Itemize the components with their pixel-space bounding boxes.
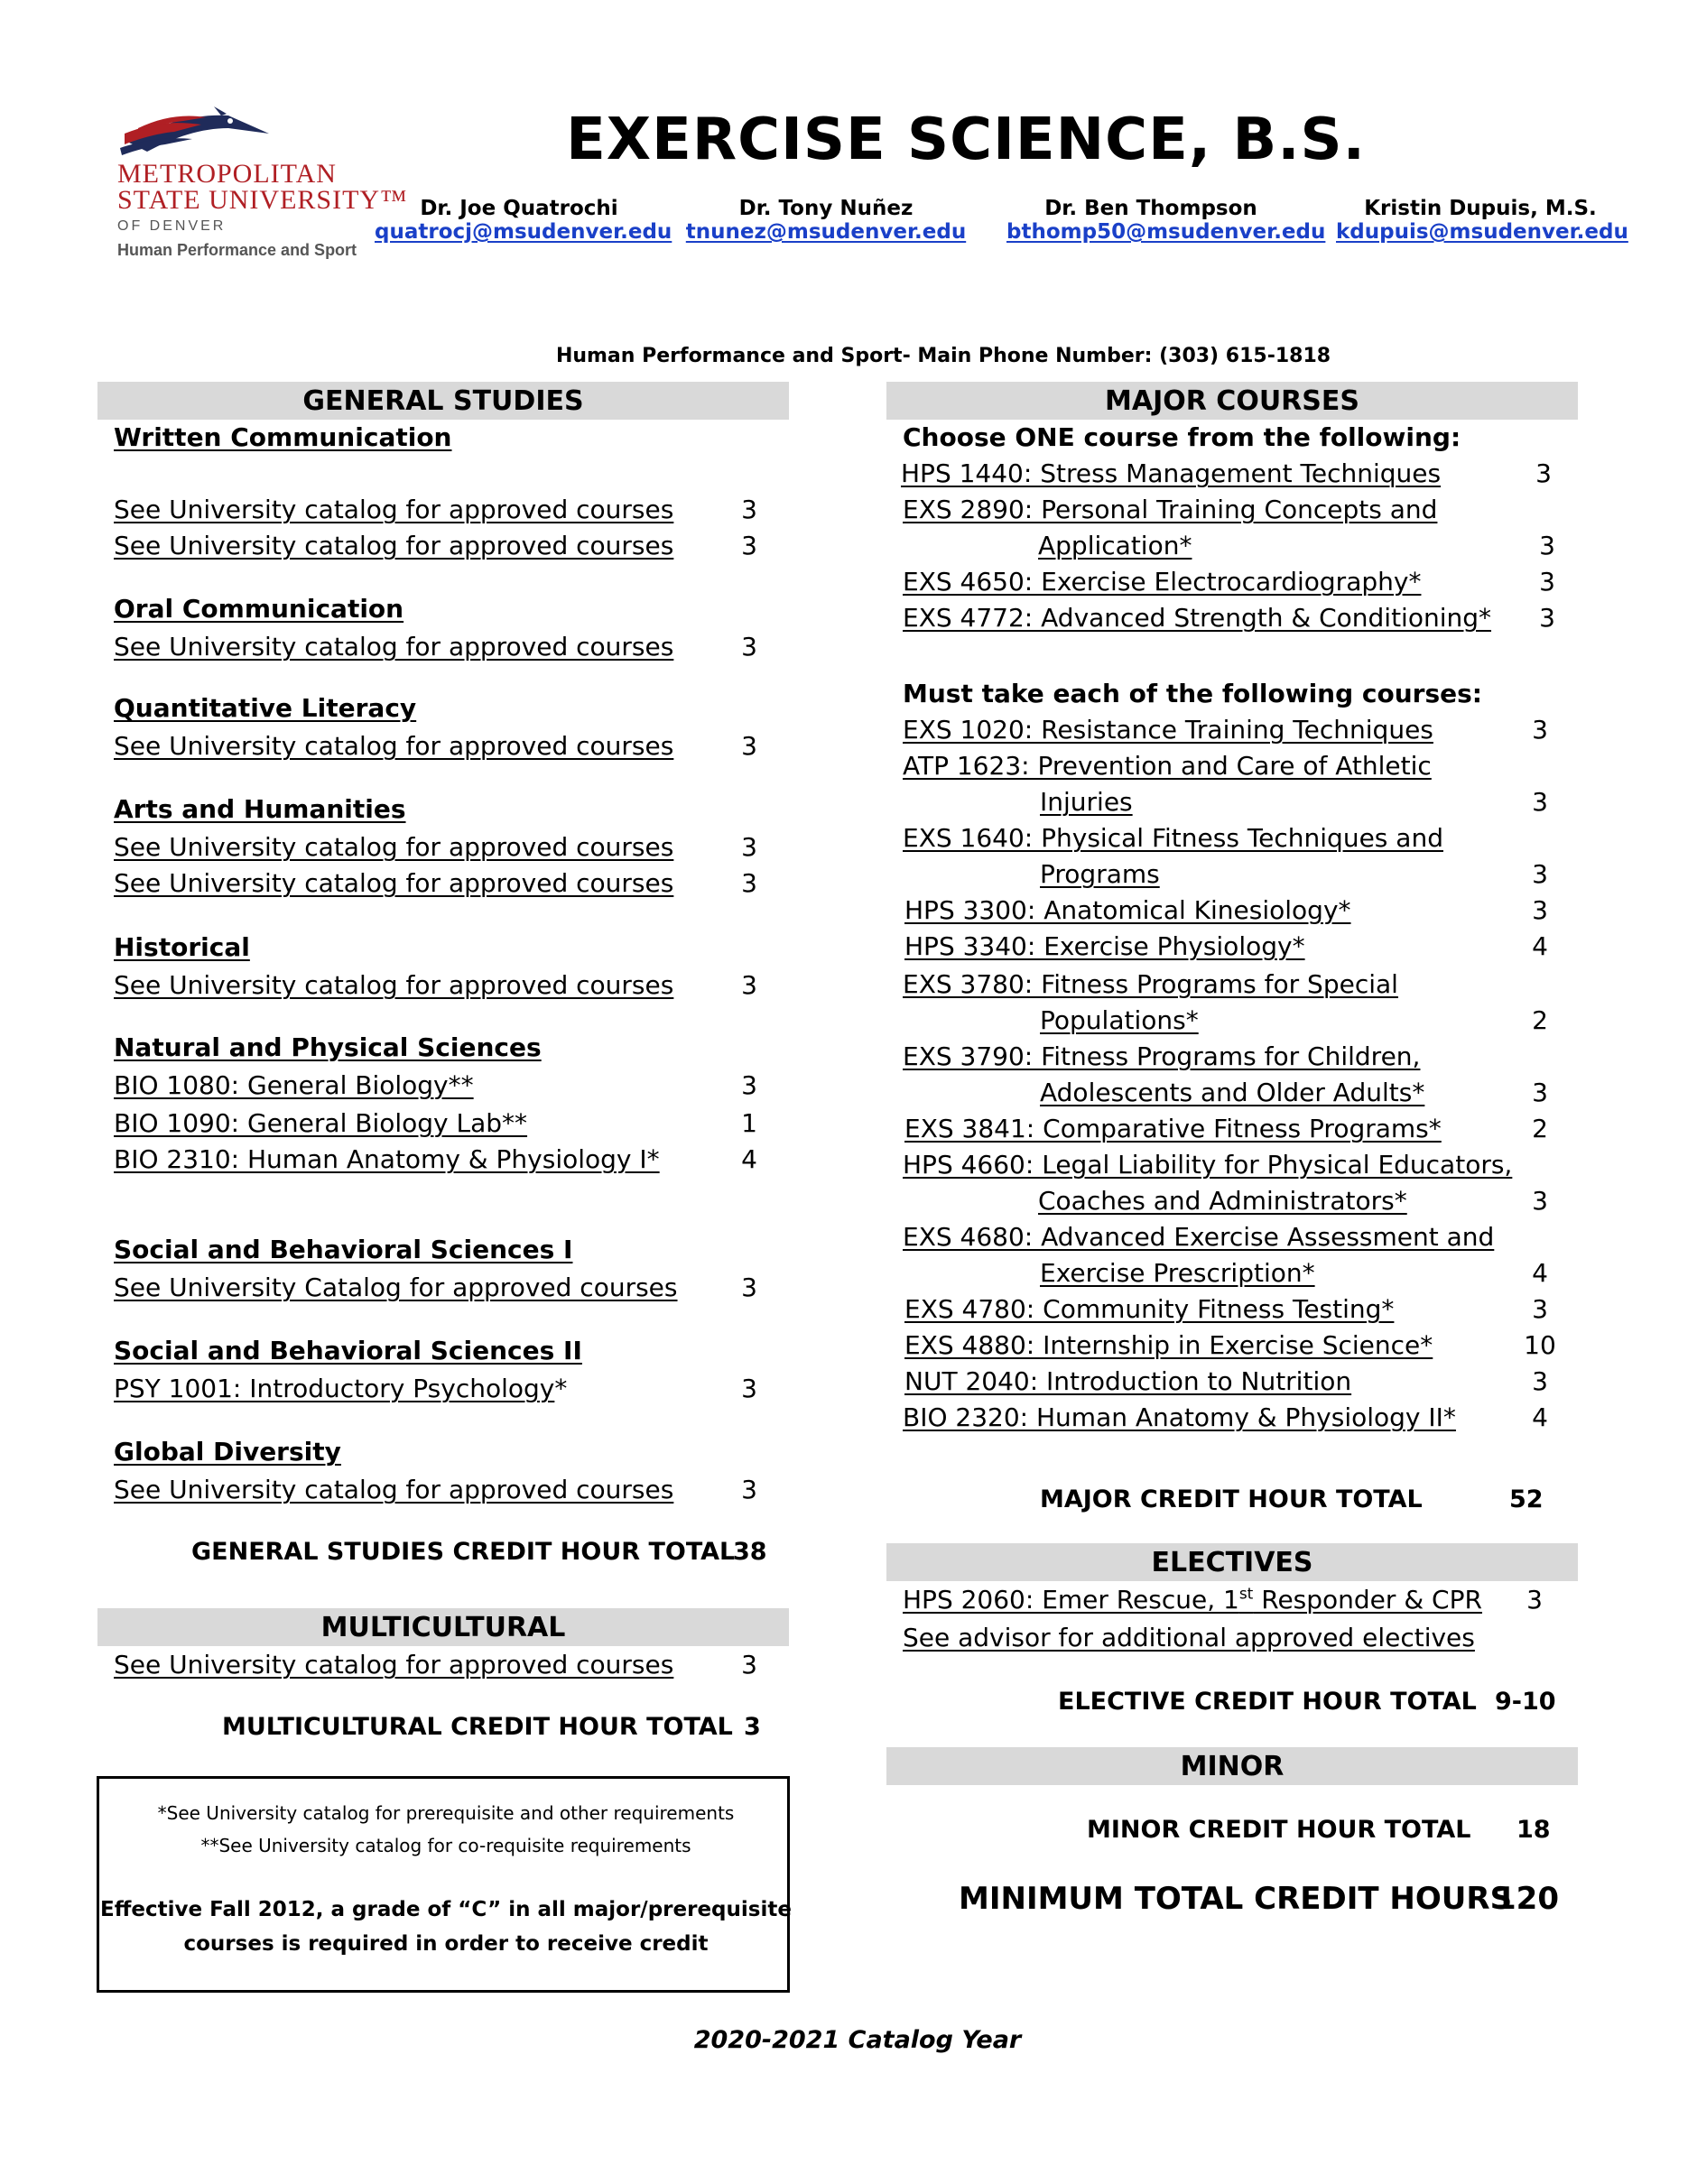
course-line: ATP 1623: Prevention and Care of Athletic: [903, 751, 1432, 781]
credit-value: 2: [1532, 1005, 1548, 1035]
natural-physical-sciences-heading: Natural and Physical Sciences: [114, 1032, 542, 1062]
contact-email-link[interactable]: quatrocj@msudenver.edu: [375, 220, 672, 244]
credit-value: 3: [1539, 567, 1555, 597]
general-studies-total-label: GENERAL STUDIES CREDIT HOUR TOTAL: [191, 1538, 736, 1566]
contact-dupuis: [1336, 197, 1628, 244]
historical-heading: Historical: [114, 932, 250, 962]
course-line: [903, 1585, 1482, 1615]
credit-value: 4: [1532, 1258, 1548, 1288]
multicultural-total-label: MULTICULTURAL CREDIT HOUR TOTAL: [222, 1713, 733, 1741]
contact-nunez: [682, 197, 970, 244]
choose-one-heading: Choose ONE course from the following:: [903, 422, 1461, 452]
course-line: EXS 4780: Community Fitness Testing*: [904, 1294, 1395, 1324]
course-line: [114, 1374, 567, 1403]
minor-total: 18: [1516, 1816, 1551, 1844]
contact-name: Dr. Tony Nuñez: [738, 197, 914, 220]
course-line: See University catalog for approved courses: [114, 531, 674, 560]
course-line: EXS 4880: Internship in Exercise Science*: [904, 1330, 1433, 1360]
elective-superscript: st: [1238, 1585, 1254, 1604]
course-line-continued: Programs: [1040, 859, 1160, 889]
credit-value: 3: [1532, 715, 1548, 745]
notes-box: [97, 1776, 790, 1993]
general-studies-header: GENERAL STUDIES: [97, 382, 789, 420]
credit-value: 3: [1532, 859, 1548, 889]
course-line: EXS 1640: Physical Fitness Techniques and: [903, 823, 1443, 853]
credit-value: 3: [741, 868, 757, 898]
contact-email-link[interactable]: kdupuis@msudenver.edu: [1336, 220, 1628, 244]
course-line: NUT 2040: Introduction to Nutrition: [904, 1366, 1352, 1396]
course-line: HPS 4660: Legal Liability for Physical Educators,: [903, 1150, 1513, 1180]
contact-name: Dr. Joe Quatrochi: [420, 197, 618, 220]
oral-communication-heading: Oral Communication: [114, 594, 404, 624]
credit-value: 3: [1532, 895, 1548, 925]
course-line: EXS 1020: Resistance Training Techniques: [903, 715, 1433, 745]
course-line: EXS 4680: Advanced Exercise Assessment and: [903, 1222, 1495, 1252]
course-line: EXS 2890: Personal Training Concepts and: [903, 495, 1438, 524]
credit-value: 10: [1524, 1330, 1556, 1360]
contact-name: Dr. Ben Thompson: [1044, 197, 1257, 220]
credit-value: 3: [741, 1272, 757, 1302]
credit-value: 3: [741, 970, 757, 1000]
social-behavioral-2-heading: Social and Behavioral Sciences II: [114, 1336, 582, 1365]
credit-value: 4: [1532, 1402, 1548, 1432]
contact-email-link[interactable]: tnunez@msudenver.edu: [685, 220, 967, 244]
minor-total-label: MINOR CREDIT HOUR TOTAL: [1087, 1816, 1471, 1844]
major-total-label: MAJOR CREDIT HOUR TOTAL: [1040, 1485, 1423, 1513]
course-line: EXS 3790: Fitness Programs for Children,: [903, 1041, 1421, 1071]
must-take-heading: Must take each of the following courses:: [903, 679, 1483, 708]
minor-header: MINOR: [886, 1747, 1578, 1785]
course-line-continued: Adolescents and Older Adults*: [1040, 1078, 1425, 1107]
course-line: EXS 4772: Advanced Strength & Conditioning*: [903, 603, 1492, 633]
credit-value: 3: [741, 1070, 757, 1100]
course-line: See University catalog for approved courses: [114, 731, 674, 761]
credit-value: 3: [1532, 1186, 1548, 1216]
credit-value: 3: [1532, 1366, 1548, 1396]
multicultural-total: 3: [744, 1713, 761, 1741]
elective-total-label: ELECTIVE CREDIT HOUR TOTAL: [1058, 1688, 1477, 1716]
credit-value: 3: [741, 632, 757, 662]
credit-value: 3: [741, 531, 757, 560]
credit-value: 3: [1526, 1585, 1543, 1615]
course-line-continued: Populations*: [1040, 1005, 1199, 1035]
course-line-continued: Application*: [1038, 531, 1192, 560]
course-line: EXS 4650: Exercise Electrocardiography*: [903, 567, 1422, 597]
major-total: 52: [1509, 1485, 1544, 1513]
contact-quatrochi: [375, 197, 672, 244]
course-line: See University catalog for approved courses: [114, 868, 674, 898]
course-line: See University catalog for approved courses: [114, 1650, 674, 1680]
multicultural-header: MULTICULTURAL: [97, 1608, 789, 1646]
major-courses-header: MAJOR COURSES: [886, 382, 1578, 420]
course-line: BIO 2310: Human Anatomy & Physiology I*: [114, 1144, 660, 1174]
course-asterisk: *: [554, 1374, 568, 1403]
credit-value: 3: [741, 1475, 757, 1504]
credit-value: 3: [1535, 458, 1552, 488]
note-grade-line-2: courses is required in order to receive credit: [183, 1932, 709, 1956]
course-line: See University catalog for approved courses: [114, 632, 674, 662]
written-communication-heading: Written Communication: [114, 422, 452, 452]
contact-name: Kristin Dupuis, M.S.: [1364, 197, 1597, 220]
course-line: See University catalog for approved courses: [114, 495, 674, 524]
note-corequisite: **See University catalog for co-requisite requirements: [200, 1835, 691, 1856]
credit-value: 1: [741, 1108, 757, 1138]
social-behavioral-1-heading: Social and Behavioral Sciences I: [114, 1235, 573, 1264]
credit-value: 3: [741, 731, 757, 761]
course-line: See University catalog for approved courses: [114, 832, 674, 862]
course-line-continued: Exercise Prescription*: [1040, 1258, 1315, 1288]
global-diversity-heading: Global Diversity: [114, 1437, 341, 1467]
minimum-total-label: MINIMUM TOTAL CREDIT HOURS: [959, 1881, 1513, 1917]
course-line: HPS 3300: Anatomical Kinesiology*: [904, 895, 1351, 925]
course-line: EXS 3841: Comparative Fitness Programs*: [904, 1114, 1442, 1143]
page-title: EXERCISE SCIENCE, B.S.: [566, 106, 1366, 173]
course-line: BIO 1090: General Biology Lab**: [114, 1108, 528, 1138]
course-line: HPS 3340: Exercise Physiology*: [904, 931, 1305, 961]
minimum-total: 120: [1495, 1881, 1559, 1917]
elective-text-b: Responder & CPR: [1253, 1585, 1482, 1615]
credit-value: 3: [741, 1374, 757, 1403]
credit-value: 3: [1532, 787, 1548, 817]
course-line: See University Catalog for approved courses: [114, 1272, 678, 1302]
credit-value: 3: [1532, 1078, 1548, 1107]
phone-line: Human Performance and Sport- Main Phone Number: (303) 615-1818: [555, 345, 1331, 367]
credit-value: 3: [1532, 1294, 1548, 1324]
credit-value: 3: [1539, 603, 1555, 633]
elective-text-a: HPS 2060: Emer Rescue, 1: [903, 1585, 1239, 1615]
quantitative-literacy-heading: Quantitative Literacy: [114, 693, 417, 723]
course-line: See University catalog for approved courses: [114, 970, 674, 1000]
course-line-continued: Coaches and Administrators*: [1038, 1186, 1407, 1216]
course-line: EXS 3780: Fitness Programs for Special: [903, 969, 1398, 999]
note-prerequisite: *See University catalog for prerequisite and other requirements: [157, 1802, 735, 1824]
course-line: See University catalog for approved courses: [114, 1475, 674, 1504]
course-line: HPS 1440: Stress Management Techniques: [901, 458, 1442, 488]
note-grade-line-1: Effective Fall 2012, a grade of “C” in all major/prerequisite: [100, 1898, 792, 1921]
logo-line-3: OF DENVER: [117, 218, 227, 234]
course-line: See advisor for additional approved electives: [903, 1623, 1475, 1652]
contact-thompson: [1006, 197, 1326, 244]
course-line-continued: Injuries: [1040, 787, 1133, 817]
credit-value: 3: [741, 1650, 757, 1680]
credit-value: 3: [1539, 531, 1555, 560]
course-line: BIO 1080: General Biology**: [114, 1070, 474, 1100]
elective-total: 9-10: [1495, 1688, 1556, 1716]
course-line: BIO 2320: Human Anatomy & Physiology II*: [903, 1402, 1456, 1432]
logo-line-1: METROPOLITAN: [117, 159, 337, 189]
credit-value: 3: [741, 495, 757, 524]
credit-value: 4: [1532, 931, 1548, 961]
logo-line-4: Human Performance and Sport: [117, 241, 357, 259]
course-text: PSY 1001: Introductory Psychology: [114, 1374, 555, 1403]
general-studies-total: 38: [733, 1538, 767, 1566]
electives-header: ELECTIVES: [886, 1543, 1578, 1581]
arts-humanities-heading: Arts and Humanities: [114, 794, 406, 824]
logo-line-2: STATE UNIVERSITY™: [117, 185, 408, 215]
credit-value: 3: [741, 832, 757, 862]
contact-email-link[interactable]: bthomp50@msudenver.edu: [1006, 220, 1326, 244]
credit-value: 4: [741, 1144, 757, 1174]
credit-value: 2: [1532, 1114, 1548, 1143]
catalog-year: 2020-2021 Catalog Year: [693, 2026, 1022, 2054]
